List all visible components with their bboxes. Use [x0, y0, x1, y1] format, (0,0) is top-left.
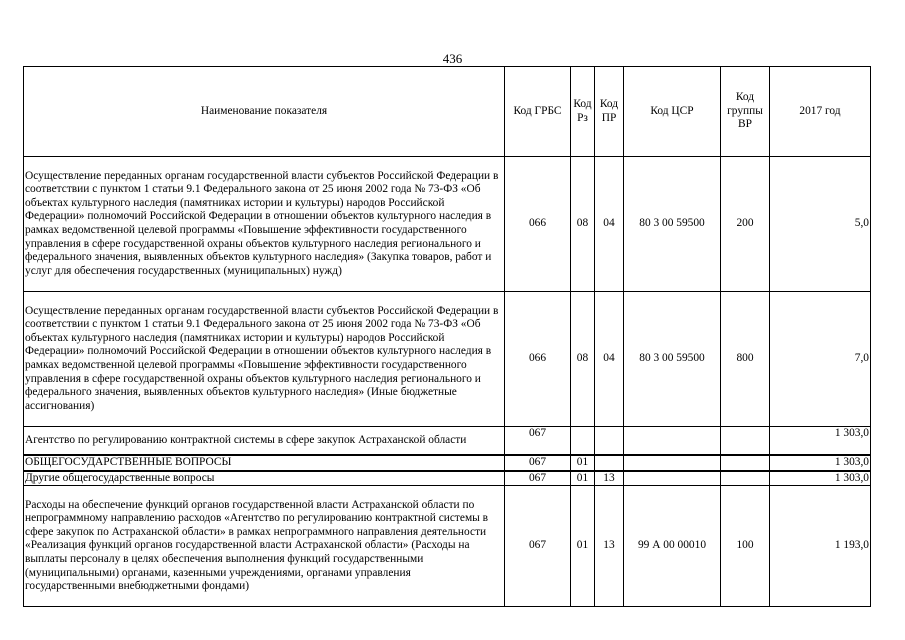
row-pr: 13: [595, 471, 624, 486]
table-row: [24, 427, 871, 456]
row-rz: 08: [571, 157, 595, 292]
row-amount: 1 303,0: [770, 455, 871, 471]
page-number: 436: [442, 51, 463, 66]
row-vr: [721, 455, 770, 471]
row-name: ОБЩЕГОСУДАРСТВЕННЫЕ ВОПРОСЫ: [24, 455, 505, 471]
row-grbs: 067: [505, 471, 571, 486]
table-row: [24, 292, 871, 427]
row-name: Расходы на обеспечение функций органов государственной власти Астраханской области по непрограммному направлению расходов «Агентство по регулированию контрактной системы в сфере закупок по Астраханской области» в рамках непрограммного направления деятельности «Реализация функций органов государственной власти Астраханской области» (Расходы на выплаты персоналу в целях обеспечения выполнения функций государственными (муниципальными) органами, казенными учреждениями, органами управления государственными внебюджетными фондами): [24, 486, 505, 607]
row-rz: 08: [571, 292, 595, 427]
row-amount: 7,0: [770, 292, 871, 427]
header-year: 2017 год: [770, 67, 871, 157]
row-pr: 04: [595, 292, 624, 427]
row-pr: [595, 427, 624, 456]
row-amount: 1 303,0: [770, 471, 871, 486]
header-name: Наименование показателя: [24, 67, 505, 157]
row-name: Осуществление переданных органам государственной власти субъектов Российской Федерации в соответствии с пунктом 1 статьи 9.1 Федерального закона от 25 июня 2002 года № 73-ФЗ «Об объектах культурного наследия (памятниках истории и культуры) народов Российской Федерации» полномочий Российской Федерации в отношении объектов культурного наследия в рамках ведомственной целевой программы «Повышение эффективности государственного управления в сфере государственной охраны объектов культурного наследия регионального и федерального значения, выявленных объектов культурного наследия» (Иные бюджетные ассигнования): [24, 292, 505, 427]
row-vr: [721, 471, 770, 486]
row-vr: [721, 427, 770, 456]
row-name: Агентство по регулированию контрактной системы в сфере закупок Астраханской области: [24, 427, 505, 456]
row-vr: 200: [721, 157, 770, 292]
budget-table: [23, 66, 871, 607]
row-rz: 01: [571, 486, 595, 607]
row-rz: [571, 427, 595, 456]
table-header-row: [24, 67, 871, 157]
row-rz: 01: [571, 455, 595, 471]
header-csr: Код ЦСР: [624, 67, 721, 157]
row-name: Другие общегосударственные вопросы: [24, 471, 505, 486]
row-grbs: 067: [505, 486, 571, 607]
row-pr: [595, 455, 624, 471]
table-row: [24, 486, 871, 607]
row-vr: 800: [721, 292, 770, 427]
row-rz: 01: [571, 471, 595, 486]
header-grbs: Код ГРБС: [505, 67, 571, 157]
row-csr: [624, 471, 721, 486]
row-grbs: 066: [505, 157, 571, 292]
row-grbs: 066: [505, 292, 571, 427]
header-pr: Код ПР: [595, 67, 624, 157]
row-name: Осуществление переданных органам государственной власти субъектов Российской Федерации в соответствии с пунктом 1 статьи 9.1 Федерального закона от 25 июня 2002 года № 73-ФЗ «Об объектах культурного наследия (памятниках истории и культуры) народов Российской Федерации» полномочий Российской Федерации в отношении объектов культурного наследия в рамках ведомственной целевой программы «Повышение эффективности государственного управления в сфере государственной охраны объектов культурного наследия регионального и федерального значения, выявленных объектов культурного наследия» (Закупка товаров, работ и услуг для обеспечения государственных (муниципальных) нужд): [24, 157, 505, 292]
row-pr: 13: [595, 486, 624, 607]
row-vr: 100: [721, 486, 770, 607]
row-amount: 5,0: [770, 157, 871, 292]
header-vr: Код группы ВР: [721, 67, 770, 157]
table-row: [24, 157, 871, 292]
row-grbs: 067: [505, 427, 571, 456]
row-amount: 1 193,0: [770, 486, 871, 607]
row-grbs: 067: [505, 455, 571, 471]
row-csr: 99 А 00 00010: [624, 486, 721, 607]
row-pr: 04: [595, 157, 624, 292]
row-amount: 1 303,0: [770, 427, 871, 456]
row-csr: [624, 427, 721, 456]
header-rz: Код Рз: [571, 67, 595, 157]
table-row: [24, 471, 871, 486]
row-csr: [624, 455, 721, 471]
row-csr: 80 3 00 59500: [624, 157, 721, 292]
table-row: [24, 455, 871, 471]
row-csr: 80 3 00 59500: [624, 292, 721, 427]
